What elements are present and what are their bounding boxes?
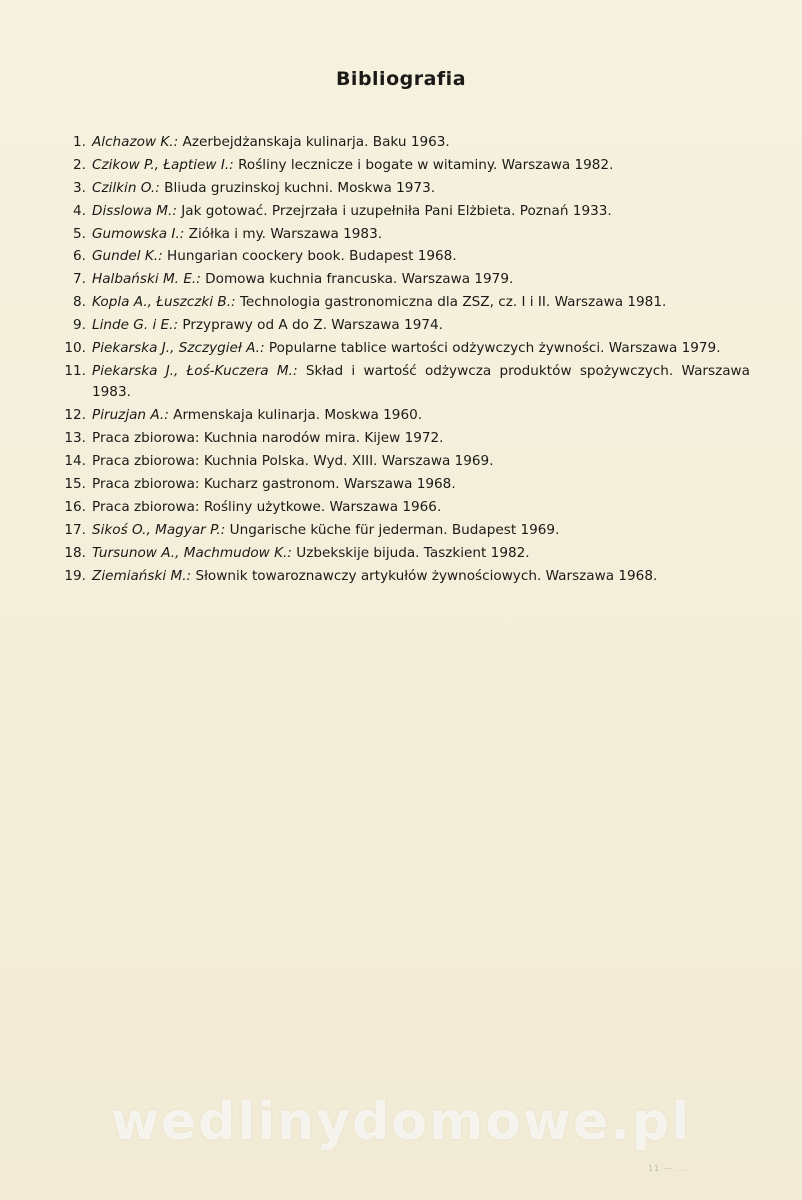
- entry-text: Praca zbiorowa: Kuchnia Polska. Wyd. XIII. Warszawa 1969.: [92, 453, 494, 470]
- entry-author: Tursunow A., Machmudow K.:: [92, 544, 292, 561]
- entry-number: 7.: [73, 271, 86, 288]
- bibliography-entry: [60, 474, 750, 496]
- entry-author: Sikoś O., Magyar P.:: [92, 521, 226, 538]
- watermark: wedlinydomowe.pl: [110, 1092, 692, 1152]
- bibliography-entry: [60, 246, 750, 268]
- bibliography-entry: [60, 520, 750, 542]
- bibliography-entry: [60, 497, 750, 519]
- bibliography-entry: [60, 224, 750, 246]
- bibliography-entry: [60, 269, 750, 291]
- entry-author: Gumowska I.:: [92, 225, 185, 242]
- bibliography-list: [60, 132, 750, 588]
- entry-text: Jak gotować. Przejrzała i uzupełniła Pani Elżbieta. Poznań 1933.: [181, 202, 612, 219]
- entry-author: Czikow P., Łaptiew I.:: [92, 156, 234, 173]
- entry-number: 14.: [64, 453, 86, 470]
- entry-author: Czilkin O.:: [92, 179, 160, 196]
- entry-text: Hungarian coockery book. Budapest 1968.: [167, 248, 457, 265]
- entry-text: Praca zbiorowa: Kucharz gastronom. Warszawa 1968.: [92, 475, 456, 492]
- entry-text: Słownik towaroznawczy artykułów żywnościowych. Warszawa 1968.: [195, 567, 658, 584]
- entry-text: Domowa kuchnia francuska. Warszawa 1979.: [205, 271, 514, 288]
- entry-author: Piruzjan A.:: [92, 407, 169, 424]
- entry-text: Ungarische küche für jederman. Budapest 1969.: [229, 521, 560, 538]
- bibliography-entry: [60, 451, 750, 473]
- entry-number: 19.: [64, 567, 86, 584]
- entry-number: 11.: [64, 362, 86, 379]
- page-footer: 11 — ...: [648, 1164, 687, 1173]
- entry-author: Halbański M. E.:: [92, 271, 201, 288]
- bibliography-entry: [60, 155, 750, 177]
- entry-text: Technologia gastronomiczna dla ZSZ, cz. I i II. Warszawa 1981.: [239, 294, 667, 311]
- bibliography-entry: [60, 132, 750, 154]
- entry-number: 16.: [64, 498, 86, 515]
- bibliography-entry: [60, 405, 750, 427]
- bibliography-entry: [60, 315, 750, 337]
- entry-text: Rośliny lecznicze i bogate w witaminy. Warszawa 1982.: [238, 156, 614, 173]
- bibliography-entry: [60, 178, 750, 200]
- entry-number: 13.: [64, 430, 86, 447]
- entry-author: Kopla A., Łuszczki B.:: [92, 294, 236, 311]
- entry-author: Linde G. i E.:: [92, 317, 179, 334]
- bibliography-entry: [60, 566, 750, 588]
- entry-text: Bliuda gruzinskoj kuchni. Moskwa 1973.: [164, 179, 436, 196]
- page-title: Bibliografia: [335, 68, 467, 90]
- entry-author: Piekarska J., Łoś-Kuczera M.:: [92, 362, 298, 379]
- entry-number: 5.: [73, 225, 86, 242]
- bibliography-entry: [60, 292, 750, 314]
- entry-number: 15.: [64, 475, 86, 492]
- entry-number: 8.: [73, 294, 86, 311]
- entry-number: 18.: [64, 544, 86, 561]
- entry-text: Armenskaja kulinarja. Moskwa 1960.: [173, 407, 423, 424]
- entry-author: Alchazow K.:: [92, 134, 179, 150]
- entry-number: 10.: [64, 340, 86, 357]
- entry-number: 1.: [73, 134, 86, 150]
- entry-text: Uzbekskije bijuda. Taszkient 1982.: [296, 544, 530, 561]
- bibliography-entry: [60, 543, 750, 565]
- bibliography-entry: [60, 338, 750, 360]
- entry-text: Praca zbiorowa: Rośliny użytkowe. Warszawa 1966.: [92, 498, 442, 515]
- entry-text: Skład i wartość odżywcza produktów spożywczych. Warszawa 1983.: [92, 362, 750, 401]
- entry-number: 4.: [73, 202, 86, 219]
- entry-number: 17.: [64, 521, 86, 538]
- entry-number: 3.: [73, 179, 86, 196]
- bibliography-entry: [60, 201, 750, 223]
- entry-text: Praca zbiorowa: Kuchnia narodów mira. Kijew 1972.: [92, 430, 444, 447]
- entry-author: Disslowa M.:: [92, 202, 177, 219]
- entry-text: Azerbejdżanskaja kulinarja. Baku 1963.: [182, 134, 450, 150]
- entry-number: 12.: [64, 407, 86, 424]
- entry-text: Przyprawy od A do Z. Warszawa 1974.: [182, 317, 443, 334]
- entry-number: 6.: [73, 248, 86, 265]
- entry-author: Ziemiański M.:: [92, 567, 192, 584]
- entry-text: Ziółka i my. Warszawa 1983.: [188, 225, 383, 242]
- entry-text: Popularne tablice wartości odżywczych żywności. Warszawa 1979.: [268, 340, 721, 357]
- entry-number: 2.: [73, 156, 86, 173]
- bibliography-entry: [60, 361, 750, 404]
- entry-number: 9.: [73, 317, 86, 334]
- bibliography-entry: [60, 428, 750, 450]
- entry-author: Gundel K.:: [92, 248, 163, 265]
- entry-author: Piekarska J., Szczygieł A.:: [92, 340, 265, 357]
